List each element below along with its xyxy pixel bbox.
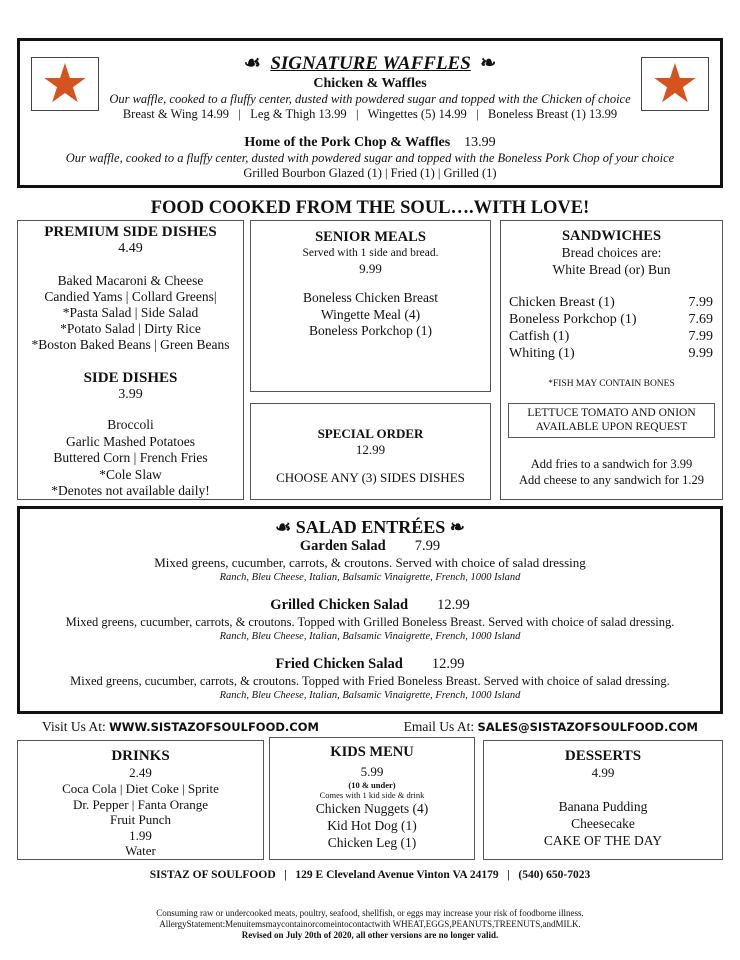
senior-meals-note: Served with 1 side and bread. [302,247,439,259]
list-item: Candied Yams | Collard Greens| [44,289,217,304]
senior-meals-section [250,220,491,392]
revised-note: Revised on July 20th of 2020, all other versions are no longer valid. [241,930,499,940]
kids-menu-title: KIDS MENU [330,744,414,760]
list-item: Chicken Nuggets (4) [315,801,429,816]
list-item: Fruit Punch [109,812,172,827]
special-order-price: 12.99 [355,442,386,457]
website-link[interactable]: WWW.SISTAZOFSOULFOOD.COM [109,720,319,734]
list-item: Kid Hot Dog (1) [327,818,417,833]
list-item: Buttered Corn | French Fries [53,450,208,465]
salad-price: 7.99 [414,538,441,554]
sandwich-name: Chicken Breast (1) [509,295,615,310]
sandwich-name: Boneless Porkchop (1) [509,312,637,327]
sandwich-price: 7.69 [688,312,713,327]
lto-line-1: LETTUCE TOMATO AND ONION [527,407,696,419]
chicken-waffles-title: Chicken & Waffles [313,76,427,91]
salad-dressings: Ranch, Bleu Cheese, Italian, Balsamic Vinaigrette, French, 1000 Island [219,572,521,583]
list-item [501,345,722,362]
salad-dressings: Ranch, Bleu Cheese, Italian, Balsamic Vinaigrette, French, 1000 Island [219,690,521,701]
footer-disclaimer [0,908,740,941]
list-item: Coca Cola | Diet Coke | Sprite [62,781,219,796]
list-item: *Pasta Salad | Side Salad [62,305,199,320]
pork-chop-desc: Our waffle, cooked to a fluffy center, dusted with powdered sugar and topped with the Boneless Pork Chop of your choice [65,151,675,165]
premium-sides-title: PREMIUM SIDE DISHES [44,224,217,240]
addon-fries: Add fries to a sandwich for 3.99 [530,457,693,471]
list-item [501,328,722,345]
kids-menu-note: Comes with 1 kid side & drink [319,790,425,800]
flourish-right-icon: ❧ [449,517,465,537]
desserts-title: DESSERTS [564,748,642,764]
signature-title: SIGNATURE WAFFLES [270,53,471,74]
drinks-price: 2.49 [129,765,152,780]
salad-name: Garden Salad [299,538,386,554]
list-item: Cheesecake [571,816,635,831]
list-item: Broccoli [107,417,154,432]
list-item: Water [125,843,156,858]
fish-note: *FISH MAY CONTAIN BONES [548,379,675,389]
allergy-statement: AllergyStatement:Menuitemsmaycontainorcomeintocontactwith WHEAT,EGGS,PEANUTS,TREENUTS,andMILK. [159,919,581,929]
salad-title: SALAD ENTRÉES [295,517,446,537]
side-dishes-section [17,220,244,500]
list-item: *Cole Slaw [99,466,162,482]
list-item: Wingette Meal (4) [320,306,421,322]
list-item: Boneless Porkchop (1) [309,323,432,338]
list-item: *Denotes not available daily! [51,483,210,498]
kids-menu-price: 5.99 [360,764,384,779]
star-icon: ★ [650,54,700,114]
contact-bar [42,718,698,736]
salad-dressings: Ranch, Bleu Cheese, Italian, Balsamic Vinaigrette, French, 1000 Island [219,631,521,642]
desserts-section [483,740,723,860]
lto-notice [508,403,715,438]
list-item: *Boston Baked Beans | Green Beans [31,337,230,352]
salad-desc: Mixed greens, cucumber, carrots, & croutons. Topped with Fried Boneless Breast. Served with choice of salad dressing. [70,674,670,688]
salad-item-grilled-chicken [20,597,720,643]
chicken-waffles-desc: Our waffle, cooked to a fluffy center, dusted with powdered sugar and topped with the Chicken of choice [109,92,631,106]
pork-chop-price: 13.99 [464,135,496,150]
premium-sides-price: 4.49 [118,241,143,256]
salad-name: Fried Chicken Salad [275,656,403,672]
special-order-title: SPECIAL ORDER [317,426,424,441]
sandwich-price: 9.99 [688,346,713,361]
senior-meals-price: 9.99 [359,261,382,276]
footer-address: SISTAZ OF SOULFOOD | 129 E Cleveland Avenue Vinton VA 24179 | (540) 650-7023 [149,869,591,881]
list-item: Garlic Mashed Potatoes [66,433,195,449]
special-order-desc: CHOOSE ANY (3) SIDES DISHES [276,470,465,485]
lto-line-2: AVAILABLE UPON REQUEST [535,421,688,433]
salad-name: Grilled Chicken Salad [270,597,409,613]
list-item: CAKE OF THE DAY [543,833,663,848]
sandwiches-section [500,220,723,500]
flourish-left-icon: ☙ [275,517,292,537]
bread-choices-options: White Bread (or) Bun [552,261,671,277]
email-us [404,718,698,736]
addon-cheese: Add cheese to any sandwich for 1.29 [518,473,705,487]
water-price: 1.99 [129,827,152,843]
flourish-right-icon: ❧ [480,53,497,74]
sandwich-price: 7.99 [688,329,713,344]
list-item: Boneless Chicken Breast [303,290,438,305]
signature-waffles-section [17,38,723,188]
flourish-left-icon: ☙ [243,53,261,74]
sandwich-name: Whiting (1) [509,346,575,361]
email-link[interactable]: SALES@SISTAZOFSOULFOOD.COM [477,720,698,734]
sandwiches-title: SANDWICHES [561,228,662,244]
kids-menu-age: (10 & under) [348,780,396,790]
list-item [501,294,722,311]
senior-meals-title: SENIOR MEALS [315,229,426,245]
list-item: Chicken Leg (1) [327,835,417,850]
pork-chop-title-row [20,134,720,151]
salad-entrees-section [17,506,723,714]
salad-desc: Mixed greens, cucumber, carrots, & croutons. Topped with Grilled Boneless Breast. Served with choice of salad dressing. [65,615,675,629]
pork-chop-options: Grilled Bourbon Glazed (1) | Fried (1) | Grilled (1) [243,166,497,180]
sandwich-price: 7.99 [688,295,713,310]
sandwich-name: Catfish (1) [509,329,570,344]
list-item: Dr. Pepper | Fanta Orange [72,796,209,812]
list-item: *Potato Salad | Dirty Rice [60,321,201,336]
list-item: Baked Macaroni & Cheese [57,273,204,288]
star-icon: ★ [40,54,90,114]
side-dishes-title: SIDE DISHES [83,370,178,386]
bread-choices-label: Bread choices are: [561,245,662,260]
desserts-list [484,798,722,849]
signature-title-row [20,53,720,75]
tagline: FOOD COOKED FROM THE SOUL….WITH LOVE! [150,198,590,218]
salad-price: 12.99 [437,597,470,613]
drinks-title: DRINKS [111,748,170,764]
foodborne-warning: Consuming raw or undercooked meats, poultry, seafood, shellfish, or eggs may increase your risk of foodborne illness. [156,908,584,918]
pork-chop-title: Home of the Pork Chop & Waffles [244,135,451,150]
chicken-waffles-options: Breast & Wing 14.99 | Leg & Thigh 13.99 | Wingettes (5) 14.99 | Boneless Breast (1) 13.99 [122,107,618,121]
visit-label: Visit Us At: [42,719,106,734]
side-dishes-price: 3.99 [118,387,143,402]
drinks-section [17,740,264,860]
salad-title-row [20,517,720,538]
desserts-price: 4.99 [591,765,615,780]
email-label: Email Us At: [403,719,475,734]
side-dishes-list [18,417,243,500]
visit-us [42,718,319,736]
sandwiches-list [501,294,722,362]
salad-price: 12.99 [431,656,465,672]
special-order-section [250,403,491,500]
premium-sides-list [18,273,243,353]
salad-desc: Mixed greens, cucumber, carrots, & croutons. Served with choice of salad dressing [154,555,586,570]
salad-item-garden [20,538,720,584]
list-item [501,311,722,328]
senior-meals-list [251,290,490,340]
kids-menu-section [269,737,475,860]
salad-item-fried-chicken [20,656,720,702]
list-item: Banana Pudding [558,799,648,814]
